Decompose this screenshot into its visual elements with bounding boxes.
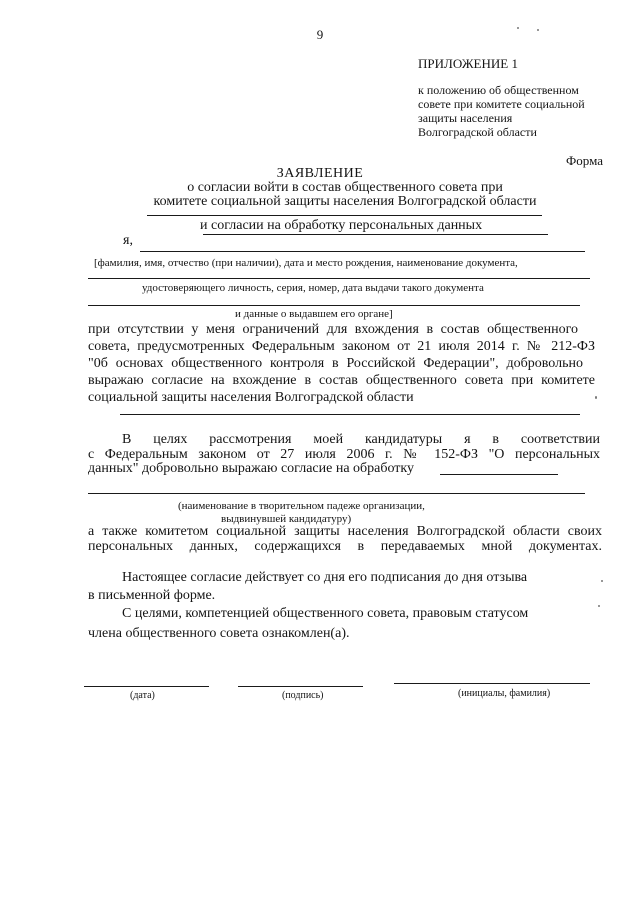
signature-field[interactable]: [238, 686, 363, 687]
organization-caption-line1: (наименование в творительном падеже организации,: [178, 500, 425, 512]
initials-surname-field[interactable]: [394, 683, 590, 684]
organization-field[interactable]: [88, 493, 585, 494]
paragraph1-line: совета, предусмотренных Федеральным законом от 21 июля 2014 г. № 212-ФЗ: [88, 339, 595, 354]
organization-caption-line2: выдвинувшей кандидатуру): [221, 513, 352, 525]
document-title: ЗАЯВЛЕНИЕ: [276, 166, 364, 181]
appendix-line: защиты населения: [418, 111, 513, 125]
applicant-data-field[interactable]: [140, 251, 585, 252]
paragraph4-line: члена общественного совета ознакомлен(а).: [88, 626, 350, 641]
blank-line[interactable]: [203, 234, 548, 235]
organization-field[interactable]: [440, 474, 558, 475]
page-number: 9: [316, 27, 324, 42]
appendix-line: совете при комитете социальной: [418, 97, 585, 111]
scan-speck: [598, 605, 600, 607]
scan-speck: [601, 580, 603, 582]
paragraph2-line: персональных данных, содержащихся в передаваемых мной документах.: [88, 539, 602, 554]
appendix-line: Волгоградской области: [418, 125, 537, 139]
paragraph3-line: Настоящее согласие действует со дня его подписания до дня отзыва: [122, 570, 528, 585]
paragraph1-line: выражаю согласие на вхождение в состав общественного совета при комитете: [88, 373, 595, 388]
date-caption: (дата): [130, 690, 155, 701]
document-subtitle-line2: комитете социальной защиты населения Волгоградской области: [153, 194, 537, 209]
applicant-data-field[interactable]: [88, 305, 580, 306]
paragraph4-line: С целями, компетенцией общественного совета, правовым статусом: [122, 606, 529, 621]
document-subtitle-line1: о согласии войти в состав общественного совета при: [187, 180, 503, 195]
appendix-line: к положению об общественном: [418, 83, 579, 97]
scan-speck: [595, 396, 597, 399]
blank-line[interactable]: [147, 215, 542, 216]
initials-surname-caption: (инициалы, фамилия): [458, 688, 551, 699]
blank-line[interactable]: [120, 414, 580, 415]
paragraph1-line: "0б основах общественного контроля в Российской Федерации", добровольно: [88, 356, 583, 371]
date-field[interactable]: [84, 686, 209, 687]
paragraph1-line: при отсутствии у меня ограничений для вхождения в состав общественного: [88, 322, 578, 337]
applicant-caption-line3: и данные о выдавшем его органе]: [235, 308, 393, 320]
paragraph1-line: социальной защиты населения Волгоградской области: [88, 390, 414, 405]
applicant-prefix: я,: [123, 233, 133, 248]
signature-caption: (подпись): [282, 690, 324, 701]
applicant-caption-line1: [фамилия, имя, отчество (при наличии), дата и место рождения, наименование документа,: [94, 257, 518, 269]
paragraph2-line: а также комитетом социальной защиты населения Волгоградской области своих: [88, 524, 602, 539]
paragraph2-line: В целях рассмотрения моей кандидатуры я в соответствии: [122, 432, 600, 447]
appendix-reference: [418, 83, 585, 139]
applicant-data-field[interactable]: [88, 278, 590, 279]
paragraph2-line: данных" добровольно выражаю согласие на обработку: [88, 461, 415, 476]
paragraph2-line: с Федеральным законом от 27 июля 2006 г. № 152-ФЗ "О персональных: [88, 447, 600, 462]
document-subtitle-line3: и согласии на обработку персональных данных: [200, 218, 483, 233]
form-label: Форма: [566, 153, 603, 168]
applicant-caption-line2: удостоверяющего личность, серия, номер, дата выдачи такого документа: [142, 282, 484, 294]
paragraph3-line: в письменной форме.: [88, 588, 216, 603]
appendix-title: ПРИЛОЖЕНИЕ 1: [418, 56, 518, 71]
